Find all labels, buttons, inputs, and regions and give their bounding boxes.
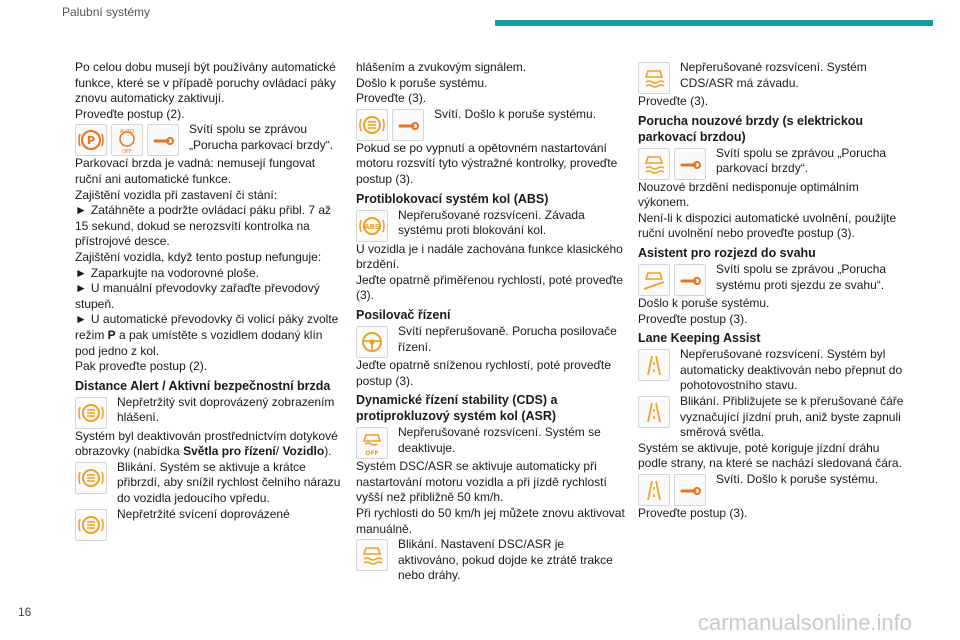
page-number: 16 (18, 605, 32, 619)
section-heading: Posilovač řízení (356, 307, 451, 322)
distance-alert-icon (75, 397, 107, 429)
warning-text: Nepřerušované rozsvícení. Závada systému proti blokování kol. (398, 207, 585, 238)
warning-text: Svítí. Došlo k poruše systému. (434, 106, 597, 121)
wrench-icon (674, 474, 706, 506)
header-title: Palubní systémy (62, 5, 151, 19)
warning-text: Nepřetržitý svit doprovázený zobrazením hlášení. (117, 394, 335, 425)
paragraph: Systém byl deaktivován prostřednictvím dotykové obrazovky (nabídka Světla pro řízení/ Vozidlo). (75, 428, 338, 459)
bullet-arrow-icon: ► (75, 312, 87, 327)
warning-row (356, 208, 626, 242)
bullet-item: ► U manuální převodovky zařaďte převodový stupeň. (75, 281, 320, 311)
paragraph: Jeďte opatrně sníženou rychlostí, poté proveďte postup (3). (356, 357, 611, 388)
svg-text:OFF: OFF (365, 450, 379, 458)
paragraph: U vozidla je i nadále zachována funkce klasického brzdění. (356, 241, 623, 272)
paragraph: Systém DSC/ASR se aktivuje automaticky při nastartování motoru vozidla a při jízdě rychlostí vyšší než přibližně 50 km/h. (356, 459, 607, 505)
abs-icon (356, 210, 388, 242)
section-heading: Distance Alert / Aktivní bezpečnostní brzda (75, 378, 331, 393)
distance-alert-icon (75, 509, 107, 541)
warning-text: Svítí spolu se zprávou „Porucha systému proti sjezdu ze svahu“. (716, 261, 887, 292)
paragraph: Systém se aktivuje, poté koriguje jízdní dráhu podle strany, na které se nachází sledovaná čára. (638, 440, 902, 471)
warning-text: Nepřerušované rozsvícení. Systém se deaktivuje. (398, 425, 601, 455)
warning-row (638, 262, 910, 296)
warning-text: Svítí. Došlo k poruše systému. (716, 471, 879, 486)
section-heading: Asistent pro rozjezd do svahu (638, 245, 816, 260)
paragraph: Proveďte postup (2). (75, 106, 185, 121)
section-heading: Lane Keeping Assist (638, 331, 761, 346)
warning-row (75, 460, 343, 507)
warning-row (356, 425, 626, 459)
watermark: carmanualsonline.info (698, 610, 913, 635)
dsc-off-icon (356, 427, 388, 459)
paragraph: Jeďte opatrně přiměřenou rychlostí, poté proveďte (3). (356, 272, 623, 303)
warning-text: Nepřetržité svícení doprovázené (117, 506, 290, 521)
section-heading: Porucha nouzové brzdy (s elektrickou parkovací brzdou) (638, 113, 864, 144)
paragraph: Došlo k poruše systému. (638, 295, 770, 310)
auto-off-icon (111, 124, 143, 156)
warning-row (75, 507, 343, 541)
section-heading: Dynamické řízení stability (CDS) a protiprokluzový systém kol (ASR) (356, 393, 558, 424)
section-heading: Protiblokovací systém kol (ABS) (356, 191, 549, 206)
warning-text: Blikání. Systém se aktivuje a krátce přibrzdí, aby snížil rychlost čelního nárazu do vozidla jedoucího vpředu. (117, 459, 341, 506)
paragraph: Není-li k dispozici automatické uvolnění, použijte ruční uvolnění nebo proveďte postup (3). (638, 210, 897, 241)
lane-keeping-icon (638, 474, 670, 506)
lane-keeping-icon (638, 349, 670, 381)
dsc-icon (356, 539, 388, 571)
warning-row (75, 122, 343, 156)
bullet-item: ► Zatáhněte a podržte ovládací páku přibl. 7 až 15 sekund, dokud se nerozsvítí kontrolka na přístrojové desce. (75, 203, 332, 249)
bullet-item: ► Zaparkujte na vodorovné ploše. (75, 265, 259, 280)
distance-alert-icon (75, 462, 107, 494)
parking-brake-p-icon (75, 124, 107, 156)
warning-text: Nepřerušované rozsvícení. Systém CDS/ASR má závadu. (680, 60, 867, 90)
column-2 (356, 60, 626, 584)
warning-text: Blikání. Přibližujete se k přerušované čáře vyznačující jízdní pruh, aniž byste zapnuli směrová světla. (680, 393, 904, 440)
paragraph: Došlo k poruše systému. (356, 75, 488, 90)
warning-text: Svítí spolu se zprávou „Porucha parkovací brzdy“. (716, 145, 887, 176)
wrench-icon (392, 109, 424, 141)
svg-text:P: P (86, 134, 96, 148)
warning-row (356, 107, 626, 141)
paragraph: Zajištění vozidla, když tento postup nefunguje: (75, 249, 322, 264)
paragraph: Proveďte (3). (356, 91, 427, 106)
steering-wheel-icon (356, 326, 388, 358)
header-accent-bar (495, 20, 933, 26)
paragraph: Proveďte postup (3). (638, 505, 748, 520)
paragraph: Pak proveďte postup (2). (75, 359, 208, 374)
warning-text: Svítí spolu se zprávou „Porucha parkovací brzdy“. (189, 122, 334, 152)
warning-row (638, 472, 910, 506)
hill-assist-icon (638, 264, 670, 296)
warning-text: Nepřerušované rozsvícení. Systém byl automaticky deaktivován nebo přepnut do pohotovostního stavu. (680, 347, 903, 393)
paragraph: Proveďte postup (3). (638, 311, 748, 326)
paragraph: Po celou dobu musejí být používány automatické funkce, které se v případě poruchy ovládací páky znovu automaticky zaktivují. (75, 60, 336, 106)
svg-text:AUTO: AUTO (119, 129, 135, 136)
warning-row (356, 537, 626, 584)
warning-row (638, 60, 910, 94)
paragraph: Parkovací brzda je vadná: nemusejí fungovat ruční ani automatické funkce. (75, 156, 316, 186)
paragraph: Proveďte (3). (638, 94, 709, 108)
bullet-item: ► U automatické převodovky či volicí páky zvolte režim P a pak umístěte s vozidlem dodaný klín pod jedno z kol. (75, 312, 339, 358)
wrench-icon (674, 264, 706, 296)
wrench-icon (674, 148, 706, 180)
warning-row (356, 324, 626, 358)
dsc-icon (638, 62, 670, 94)
column-3 (638, 60, 910, 522)
paragraph: hlášením a zvukovým signálem. (356, 60, 527, 74)
warning-row (75, 395, 343, 429)
lane-keeping-icon (638, 396, 670, 428)
paragraph: Pokud se po vypnutí a opětovném nastartování motoru rozsvítí tyto výstražné kontrolky, proveďte postup (3). (356, 140, 618, 186)
warning-text: Svítí nepřerušovaně. Porucha posilovače řízení. (398, 323, 617, 354)
wrench-icon (147, 124, 179, 156)
warning-row (638, 394, 910, 441)
svg-text:ABS: ABS (364, 222, 380, 231)
bullet-arrow-icon: ► (75, 203, 87, 218)
dsc-icon (638, 148, 670, 180)
warning-row (638, 347, 910, 394)
bullet-arrow-icon: ► (75, 265, 87, 280)
paragraph: Zajištění vozidla při zastavení či stání: (75, 187, 278, 202)
warning-row (638, 146, 910, 180)
paragraph: Při rychlosti do 50 km/h jej můžete znovu aktivovat manuálně. (356, 505, 625, 536)
distance-alert-icon (356, 109, 388, 141)
bullet-arrow-icon: ► (75, 281, 87, 296)
warning-text: Blikání. Nastavení DSC/ASR je aktivováno, pokud dojde ke ztrátě trakce nebo dráhy. (398, 537, 613, 583)
svg-text:OFF: OFF (122, 149, 132, 156)
column-1 (75, 60, 343, 541)
paragraph: Nouzové brzdění nedisponuje optimálním výkonem. (638, 179, 859, 210)
